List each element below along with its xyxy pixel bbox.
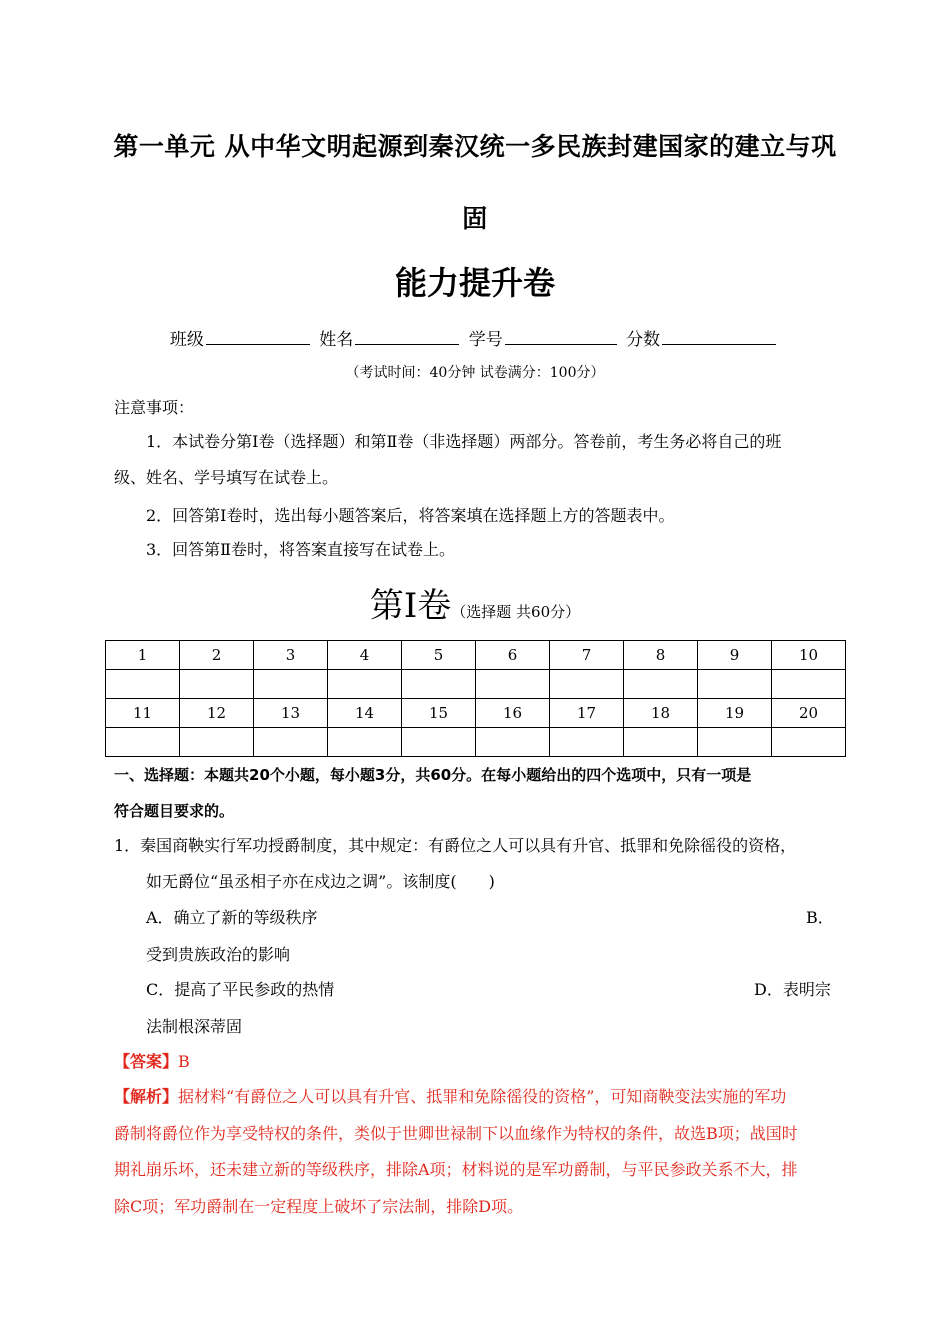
answer-cell[interactable] xyxy=(772,670,846,699)
option-a: A．确立了新的等级秩序 xyxy=(146,908,318,927)
answer-number: 4 xyxy=(328,641,402,670)
answer-blank-row xyxy=(106,670,846,699)
answer-cell[interactable] xyxy=(254,728,328,757)
answer-number: 11 xyxy=(106,699,180,728)
answer-cell[interactable] xyxy=(180,728,254,757)
answer-number: 18 xyxy=(624,699,698,728)
answer-number: 2 xyxy=(180,641,254,670)
answer-number: 10 xyxy=(772,641,846,670)
answer-cell[interactable] xyxy=(402,670,476,699)
answer-value: B xyxy=(178,1052,190,1071)
class-label: 班级 xyxy=(169,330,204,350)
answer-number: 13 xyxy=(254,699,328,728)
answer-cell[interactable] xyxy=(550,670,624,699)
option-d-label: D．表明宗 xyxy=(754,980,831,999)
answer-cell[interactable] xyxy=(180,670,254,699)
name-blank[interactable] xyxy=(355,327,459,345)
answer-number: 16 xyxy=(476,699,550,728)
answer-number: 19 xyxy=(698,699,772,728)
notice-item-3: 3．回答第Ⅱ卷时，将答案直接写在试卷上。 xyxy=(146,540,456,559)
answer-number: 8 xyxy=(624,641,698,670)
answer-table xyxy=(105,640,846,757)
answer-cell[interactable] xyxy=(106,728,180,757)
analysis-line-4: 除C项；军功爵制在一定程度上破坏了宗法制，排除D项。 xyxy=(114,1197,524,1216)
class-blank[interactable] xyxy=(206,327,310,345)
page-subtitle: 能力提升卷 xyxy=(394,264,555,302)
answer-cell[interactable] xyxy=(624,670,698,699)
title-line-2: 固 xyxy=(462,204,488,233)
section-note: （选择题 共60分） xyxy=(451,603,581,621)
answer-number: 9 xyxy=(698,641,772,670)
score-label: 分数 xyxy=(626,330,661,350)
answer-cell[interactable] xyxy=(698,728,772,757)
notice-item-2: 2．回答第Ⅰ卷时，选出每小题答案后，将答案填在选择题上方的答题表中。 xyxy=(146,506,675,525)
answer-cell[interactable] xyxy=(106,670,180,699)
analysis-line-1 xyxy=(114,1085,786,1109)
instructions-line-1: 一、选择题：本题共20个小题，每小题3分，共60分。在每小题给出的四个选项中，只有一项是 xyxy=(114,766,752,784)
answer-cell[interactable] xyxy=(698,670,772,699)
answer-cell[interactable] xyxy=(624,728,698,757)
title-line-1: 第一单元 从中华文明起源到秦汉统一多民族封建国家的建立与巩 xyxy=(113,132,837,161)
answer-tag: 【答案】 xyxy=(114,1052,179,1071)
analysis-tag: 【解析】 xyxy=(114,1087,179,1106)
answer-number: 20 xyxy=(772,699,846,728)
student-info-row xyxy=(0,325,950,350)
answer-number: 3 xyxy=(254,641,328,670)
analysis-text: 据材料“有爵位之人可以具有升官、抵罪和免除徭役的资格”，可知商鞅变法实施的军功 xyxy=(178,1087,787,1106)
notice-heading: 注意事项： xyxy=(114,398,195,417)
answer-cell[interactable] xyxy=(772,728,846,757)
exam-meta: （考试时间：40分钟 试卷满分：100分） xyxy=(345,365,605,381)
notice-item-1: 1．本试卷分第Ⅰ卷（选择题）和第Ⅱ卷（非选择题）两部分。答卷前，考生务必将自己的班 xyxy=(146,432,782,451)
option-c: C．提高了平民参政的热情 xyxy=(146,980,335,999)
answer-line xyxy=(114,1050,190,1074)
question-1-stem-cont: 如无爵位“虽丞相子亦在戍边之调”。该制度( ) xyxy=(146,872,495,891)
answer-number: 12 xyxy=(180,699,254,728)
question-1-stem: 1．秦国商鞅实行军功授爵制度，其中规定：有爵位之人可以具有升官、抵罪和免除徭役的资格， xyxy=(114,836,797,855)
answer-cell[interactable] xyxy=(402,728,476,757)
analysis-line-2: 爵制将爵位作为享受特权的条件，类似于世卿世禄制下以血缘作为特权的条件，故选B项；战国时 xyxy=(114,1124,798,1143)
option-b-text: 受到贵族政治的影响 xyxy=(146,945,291,964)
answer-number: 5 xyxy=(402,641,476,670)
answer-cell[interactable] xyxy=(254,670,328,699)
instructions-line-2: 符合题目要求的。 xyxy=(114,802,235,820)
section-title: 第Ⅰ卷 xyxy=(369,586,452,626)
answer-cell[interactable] xyxy=(328,670,402,699)
student-id-blank[interactable] xyxy=(505,327,617,345)
answer-cell[interactable] xyxy=(476,728,550,757)
answer-number-row xyxy=(106,699,846,728)
answer-number: 1 xyxy=(106,641,180,670)
analysis-line-3: 期礼崩乐坏，还未建立新的等级秩序，排除A项；材料说的是军功爵制，与平民参政关系不大，排 xyxy=(114,1160,798,1179)
section-heading xyxy=(0,578,950,627)
answer-number: 14 xyxy=(328,699,402,728)
answer-number: 7 xyxy=(550,641,624,670)
student-id-label: 学号 xyxy=(468,330,503,350)
option-b-label: B． xyxy=(806,908,834,927)
answer-cell[interactable] xyxy=(550,728,624,757)
score-blank[interactable] xyxy=(662,327,776,345)
answer-number: 17 xyxy=(550,699,624,728)
name-label: 姓名 xyxy=(319,330,354,350)
answer-cell[interactable] xyxy=(328,728,402,757)
notice-item-1-cont: 级、姓名、学号填写在试卷上。 xyxy=(114,468,339,487)
answer-number: 15 xyxy=(402,699,476,728)
answer-cell[interactable] xyxy=(476,670,550,699)
answer-number: 6 xyxy=(476,641,550,670)
option-d-text: 法制根深蒂固 xyxy=(146,1017,243,1036)
answer-blank-row xyxy=(106,728,846,757)
answer-number-row xyxy=(106,641,846,670)
